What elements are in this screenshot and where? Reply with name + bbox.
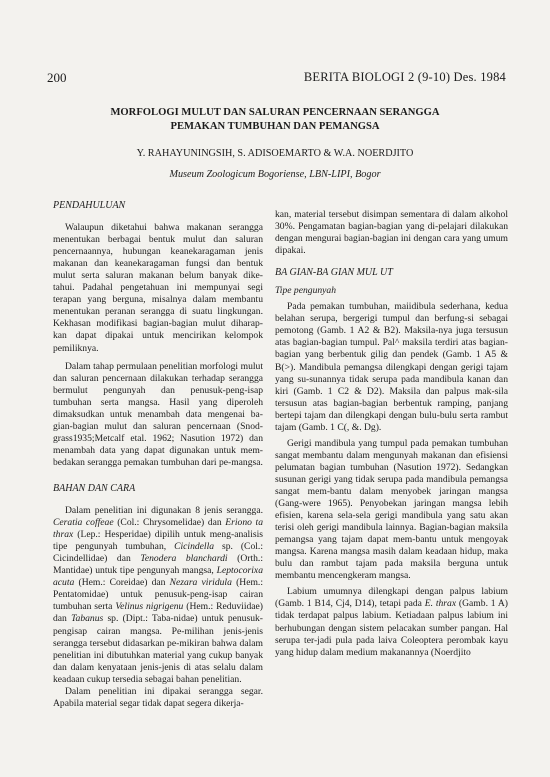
authors: Y. RAHAYUNINGSIH, S. ADISOEMARTO & W.A. NOERDJITO [136, 148, 414, 159]
running-title: BERITA BIOLOGI 2 (9-10) Des. 1984 [303, 70, 506, 84]
title-line-1: MORFOLOGI MULUT DAN SALURAN PENCERNAAN SERANGGA [110, 107, 440, 118]
paragraph: Walaupun diketahui bahwa makanan serangga menentukan berbagai bentuk mulut dan saluran pencernaannya, hubungan keanekaragaman jenis makanan dan keanekaragaman fungsi dan bentuk mulut serta saluran makanan belum banyak dike-tahui. Padahal pengetahuan ini mempunyai segi terapan yang berguna, misalnya dalam membantu menentukan peranan serangga di suatu lingkungan. Kekhasan modifikasi bagian-bagian mulut diharap-kan dapat dipakai untuk mencirikan kelompok pemiliknya. [53, 222, 263, 354]
paragraph: Dalam penelitian ini dipakai serangga segar. Apabila material segar tidak dapat segera dikerja- [53, 685, 263, 709]
heading-bahan-dan-cara: BAHAN DAN CARA [53, 482, 136, 494]
paragraph: kan, material tersebut disimpan sementara di dalam alkohol 30%. Pengamatan bagian-bagian yang di-pelajari dilakukan dengan mengurai bagian-bagian ini dengan cara yang umum dipakai. [275, 209, 508, 257]
affiliation: Museum Zoologicum Bogoriense, LBN-LIPI, Bogor [169, 169, 381, 180]
heading-pendahuluan: PENDAHULUAN [53, 200, 126, 211]
paragraph: Labium umumnya dilengkapi dengan palpus labium (Gamb. 1 B14, Cj4, D14), tetapi pada E. thrax (Gamb. 1 A) tidak terdapat palpus labium. Ketiadaan palpus labium ini berhubungan dengan sistem pelacakan sumber pangan. Hal serupa ter-jadi pula pada laiva Coleoptera perombak kayu yang hidup dalam medium makanannya (Noerdjito [275, 586, 508, 658]
paragraph: Pada pemakan tumbuhan, maiidibula sederhana, kedua belahan serupa, bergerigi tumpul dan berfung-si sebagai pemotong (Gamb. 1 A2 & B2). Maksila-nya juga tersusun atas bagian-bagian tumpul. Pal^ maksila terdiri atas bagian-bagian yang berbentuk gilig dan pendek (Gamb. 1 A5 & B(>). Mandibula pemangsa dilengkapi dengan gerigi tajam yang su-sunannya tidak serupa pada mandibula kanan dan kiri (Gamb. 1 C2 & D2). Maksila dan palpus mak-sila tersusun atas bagian-bagian berbentuk ramping, panjang bertepi tajam dan dilengkapi dengan bulu-bulu serta rambut tajam (Gamb. 1 C(, &. Dg). [275, 301, 508, 433]
left-column [53, 200, 263, 710]
page-number: 200 [47, 70, 67, 85]
paragraph: Dalam tahap permulaan penelitian morfologi mulut dan saluran pencernaan dilakukan terhadap serangga bermulut pengunyah dan penusuk-peng-isap tumbuhan serta mangsa. Hasil yang diperoleh dimaksudkan untuk menambah data mengenai ba-gian-bagian mulut dan saluran pencernaan (Snod-grass1935;Metcalf etal. 1962; Nasution 1972) dan menambah data yang dapat digunakan untuk mem-bedakan serangga pemakan tumbuhan dari pe-mangsa. [53, 360, 263, 468]
subheading-tipe-pengunyah: Tipe pengunyah [275, 285, 337, 297]
article-title [60, 106, 490, 134]
paragraph: Gerigi mandibula yang tumpul pada pemakan tumbuhan sangat membantu dalam mengunyah makanan dan efisiensi pelumatan bagian tumbuhan (Nasution 1972). Sedangkan susunan gerigi yang tidak serupa pada mandibula pemangsa sangat mem-bantu dalam menyobek jaringan mangsa (Gang-were 1965). Penyobekan jaringan mangsa lebih efisien, karena sela-sela gerigi mandibula yang satu akan terisi oleh gerigi mandibula lainnya. Bagian-bagian maksila pemangsa yang tajam dapat mem-bantu untuk mengoyak mangsa. Karena mangsa masih dalam keadaan hidup, maka bulu dan rambut tajam pada maksila berguna untuk membantu mencengkeram mangsa. [275, 437, 508, 582]
right-column [275, 209, 508, 659]
title-line-2: PEMAKAN TUMBUHAN DAN PEMANGSA [170, 121, 380, 132]
paragraph: Dalam penelitian ini digunakan 8 jenis serangga. Ceratia coffeae (Col.: Chrysomelidae) dan Eriono ta thrax (Lep.: Hesperidae) dipilih untuk meng-analisis tipe pengunyah tumbuhan, Cicindella sp. (Col.: Cicindellidae) dan Tenodera blanchardi (Orth.: Mantidae) untuk tipe pengunyah mangsa, Leptocorixa acuta (Hem.: Coreidae) dan Nezara viridula (Hem.: Pentatomidae) untuk penusuk-peng-isap cairan tumbuhan serta Velinus nigrigenu (Hem.: Reduviidae) dan Tabanus sp. (Dipt.: Taba-nidae) untuk penusuk-pengisap cairan mangsa. Pe-milihan jenis-jenis serangga tersebut didasarkan pe-mikiran bahwa dalam penelitian ini dibutuhkan material yang cukup banyak dan dalam kenyataan jenis-jenis di atas selalu dalam keadaan cukup tersedia sebagai bahan penelitian. [53, 505, 264, 685]
heading-bagian-bagian-mulut: BA GIAN-BA GIAN MUL UT [275, 267, 393, 279]
